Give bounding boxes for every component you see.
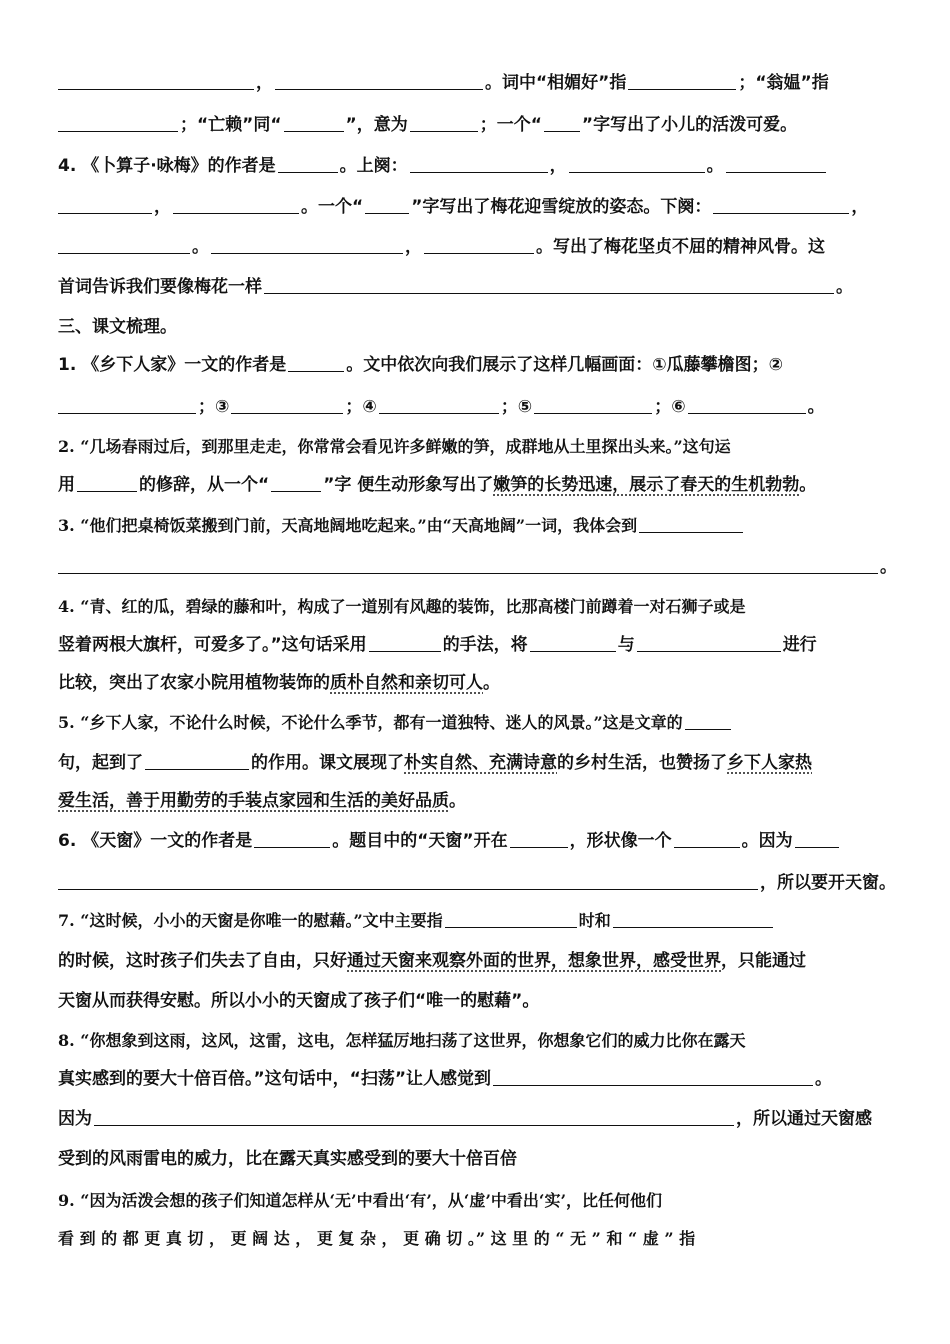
text: 与 <box>617 635 635 655</box>
text: 竖着两根大旗杆，可爱多了。”这句话采用 <box>58 635 367 655</box>
text: ，形状像一个 <box>569 831 672 851</box>
text-line <box>58 1144 892 1174</box>
answer-blank[interactable] <box>674 827 740 848</box>
text: ”字写出了小儿的活泼可爱。 <box>581 115 798 135</box>
text-line <box>58 511 892 541</box>
text-line <box>58 748 892 778</box>
answer-blank[interactable] <box>58 69 254 90</box>
answer-blank[interactable] <box>284 111 344 132</box>
answer-blank[interactable] <box>271 471 321 492</box>
text-line <box>58 151 892 181</box>
text: 的乡村生活，也赞扬了 <box>557 753 727 773</box>
answer-text: 朴实自然、充满诗意 <box>404 753 557 773</box>
text-line <box>58 68 892 98</box>
text-line <box>58 110 892 140</box>
answer-blank[interactable] <box>58 869 758 890</box>
text: 句，起到了 <box>58 753 143 773</box>
text-line <box>58 272 892 302</box>
answer-blank[interactable] <box>211 233 403 254</box>
text: 。因为 <box>741 831 793 851</box>
text-line <box>58 906 892 936</box>
text: ；“亡赖”同“ <box>180 115 282 135</box>
answer-blank[interactable] <box>534 393 652 414</box>
text: 。 <box>706 156 724 176</box>
answer-blank[interactable] <box>77 471 137 492</box>
text: 。 <box>807 397 825 417</box>
text: ， <box>549 156 567 176</box>
answer-blank[interactable] <box>410 111 478 132</box>
text: 。 <box>483 673 500 693</box>
text-line <box>58 1224 892 1254</box>
question-9-text: 9. “因为活泼会想的孩子们知道怎样从‘无’中看出‘有’，从‘虚’中看出‘实’，比任何他们 <box>58 1191 663 1210</box>
answer-text: 乡下人家热 <box>727 753 812 773</box>
question-4-text: 4. 《卜算子·咏梅》的作者是 <box>58 156 276 176</box>
answer-blank[interactable] <box>713 193 849 214</box>
answer-blank[interactable] <box>58 233 190 254</box>
text: ，所以通过天窗感 <box>736 1109 872 1129</box>
text: 。 <box>449 791 466 811</box>
text-line <box>58 668 892 698</box>
text-line <box>58 350 892 380</box>
text-line <box>58 630 892 660</box>
section-heading <box>58 312 892 342</box>
answer-blank[interactable] <box>94 1105 734 1126</box>
question-3-text: 3. “他们把桌椅饭菜搬到门前，天高地阔地吃起来。”由“天高地阔”一词，我体会到 <box>58 516 638 535</box>
text-line <box>58 708 892 738</box>
answer-blank[interactable] <box>288 351 344 372</box>
answer-blank[interactable] <box>379 393 499 414</box>
text: 。写出了梅花坚贞不屈的精神风骨。这 <box>536 237 825 257</box>
text-line <box>58 592 892 622</box>
question-6-text: 6. 《天窗》一文的作者是 <box>58 831 253 851</box>
text: 进行 <box>782 635 817 655</box>
answer-blank[interactable] <box>254 827 330 848</box>
answer-text: 通过天窗来观察外面的世界，想象世界，感受世界 <box>347 951 721 971</box>
text: 。词中“相媚好”指 <box>485 73 627 93</box>
text: ；⑤ <box>500 397 533 417</box>
text: 的作用。课文展现了 <box>251 753 404 773</box>
text: 真实感到的要大十倍百倍。”这句话中，“扫荡”让人感觉到 <box>58 1069 492 1089</box>
answer-blank[interactable] <box>530 631 616 652</box>
text: ， <box>256 73 273 93</box>
answer-blank[interactable] <box>369 631 441 652</box>
answer-blank[interactable] <box>173 193 299 214</box>
text: 受到的风雨雷电的威力，比在露天真实感受到的要大十倍百倍 <box>58 1149 517 1169</box>
text: 。 <box>192 237 209 257</box>
answer-blank[interactable] <box>795 827 839 848</box>
text: ， <box>405 237 422 257</box>
text: 。一个“ <box>301 197 364 217</box>
answer-blank[interactable] <box>726 152 826 173</box>
answer-blank[interactable] <box>688 393 806 414</box>
answer-text: 爱生活，善于用勤劳的手装点家园和生活的美好品质 <box>58 791 449 811</box>
text: 的时候，这时孩子们失去了自由，只好 <box>58 951 347 971</box>
answer-blank[interactable] <box>445 907 577 928</box>
text-line <box>58 192 892 222</box>
text: 天窗从而获得安慰。所以小小的天窗成了孩子们“唯一的慰藉”。 <box>58 991 540 1011</box>
text: ”字写出了梅花迎雪绽放的姿态。下阕： <box>411 197 712 217</box>
text-line <box>58 868 896 898</box>
text: 。 <box>880 557 897 577</box>
answer-blank[interactable] <box>264 273 834 294</box>
answer-blank[interactable] <box>58 111 178 132</box>
text-line <box>58 1186 892 1216</box>
text: 。 <box>815 1069 833 1089</box>
question-1-text: 1. 《乡下人家》一文的作者是 <box>58 355 287 375</box>
answer-blank[interactable] <box>365 193 409 214</box>
question-7-text: 7. “这时候，小小的天窗是你唯一的慰藉。”文中主要指 <box>58 911 443 930</box>
answer-blank[interactable] <box>275 69 483 90</box>
text: ，只能通过 <box>721 951 806 971</box>
answer-blank[interactable] <box>58 393 196 414</box>
text: 的手法，将 <box>442 635 528 655</box>
text: ；④ <box>345 397 377 417</box>
text-line <box>58 1104 892 1134</box>
text-line <box>58 986 892 1016</box>
text: 的修辞，从一个“ <box>139 475 270 495</box>
answer-blank[interactable] <box>410 152 548 173</box>
text: ， <box>154 197 171 217</box>
answer-blank[interactable] <box>639 512 743 533</box>
text: ；“翁媪”指 <box>738 73 829 93</box>
answer-blank[interactable] <box>685 709 731 730</box>
text: 。 <box>799 475 817 495</box>
text-line <box>58 826 892 856</box>
answer-blank[interactable] <box>637 631 781 652</box>
answer-blank[interactable] <box>628 69 736 90</box>
answer-text: 质朴自然和亲切可人 <box>330 673 483 693</box>
answer-text: 嫩笋的长势迅速，展示了春天的生机勃勃 <box>493 475 800 495</box>
text-line <box>58 432 892 462</box>
answer-blank[interactable] <box>231 393 343 414</box>
answer-blank[interactable] <box>145 749 249 770</box>
answer-blank[interactable] <box>613 907 773 928</box>
text: ，所以要开天窗。 <box>760 873 896 893</box>
text: 。 <box>836 277 853 297</box>
text-line <box>58 786 892 816</box>
text: ”，意为 <box>345 115 408 135</box>
text: 。题目中的“天窗”开在 <box>332 831 508 851</box>
answer-blank[interactable] <box>544 111 580 132</box>
section-title: 三、课文梳理。 <box>58 317 177 337</box>
text: 比较，突出了农家小院用植物装饰的 <box>58 673 330 693</box>
text-line <box>58 392 892 422</box>
text: 因为 <box>58 1109 92 1129</box>
text: ；一个“ <box>479 115 542 135</box>
text: 看 到 的 都 更 真 切 ， 更 阔 达 ， 更 复 杂 ， 更 确 切 。” 这 里 的 “ 无 ” 和 “ 虚 ” 指 <box>58 1229 696 1248</box>
text-line <box>58 470 892 500</box>
text-line <box>58 232 892 262</box>
text: 时和 <box>578 911 611 930</box>
answer-blank[interactable] <box>424 233 534 254</box>
question-8-text: 8. “你想象到这雨，这风，这雷，这电，怎样猛厉地扫荡了这世界，你想象它们的威力比你在露天 <box>58 1031 746 1050</box>
text-line <box>58 946 892 976</box>
question-5-text: 5. “乡下人家，不论什么时候，不论什么季节，都有一道独特、迷人的风景。”这是文章的 <box>58 713 683 732</box>
answer-blank[interactable] <box>58 553 878 574</box>
text-line <box>58 1026 892 1056</box>
text: ；⑥ <box>654 397 686 417</box>
answer-blank[interactable] <box>510 827 568 848</box>
text-line <box>58 552 897 582</box>
text: ， <box>851 197 869 217</box>
text-line <box>58 1064 892 1094</box>
answer-blank[interactable] <box>58 193 152 214</box>
question-4-text: 4. “青、红的瓜，碧绿的藤和叶，构成了一道别有风趣的装饰，比那高楼门前蹲着一对石狮子或是 <box>58 597 746 616</box>
answer-blank[interactable] <box>493 1065 813 1086</box>
answer-blank[interactable] <box>569 152 705 173</box>
text: ”字 便生动形象写出了 <box>323 475 494 495</box>
text: 。上阕： <box>339 156 408 176</box>
text: ；③ <box>198 397 230 417</box>
question-2-text: 2. “几场春雨过后，到那里走走，你常常会看见许多鲜嫩的笋，成群地从土里探出头来。”这句运 <box>58 437 731 456</box>
answer-blank[interactable] <box>278 152 338 173</box>
text: 首词告诉我们要像梅花一样 <box>58 277 262 297</box>
text: 用 <box>58 475 75 495</box>
text: 。文中依次向我们展示了这样几幅画面：①瓜藤攀檐图；② <box>346 355 784 375</box>
